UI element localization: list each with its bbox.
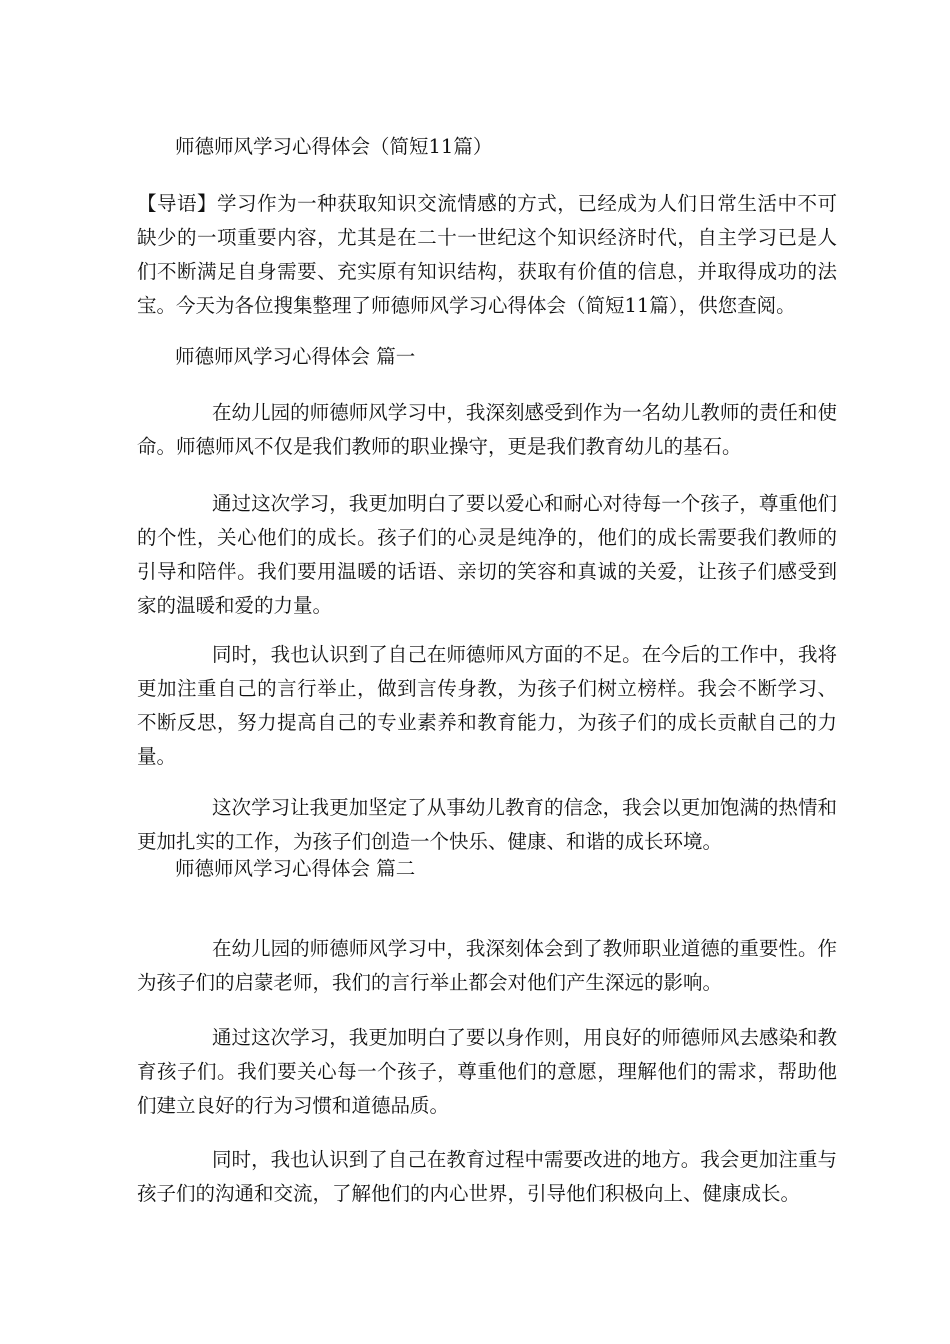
section-1-paragraph-4: 这次学习让我更加坚定了从事幼儿教育的信念，我会以更加饱满的热情和更加扎实的工作，为孩子们创造一个快乐、健康、和谐的成长环境。	[137, 796, 837, 853]
section-1-paragraph-3: 同时，我也认识到了自己在师德师风方面的不足。在今后的工作中，我将更加注重自己的言行举止，做到言传身教，为孩子们树立榜样。我会不断学习、不断反思，努力提高自己的专业素养和教育能力，为孩子们的成长贡献自己的力量。	[137, 643, 837, 768]
section-1-paragraph-1: 在幼儿园的师德师风学习中，我深刻感受到作为一名幼儿教师的责任和使命。师德师风不仅是我们教师的职业操守，更是我们教育幼儿的基石。	[137, 401, 837, 458]
section-heading-1: 师德师风学习心得体会 篇一	[175, 345, 416, 368]
section-2-paragraph-1: 在幼儿园的师德师风学习中，我深刻体会到了教师职业道德的重要性。作为孩子们的启蒙老师，我们的言行举止都会对他们产生深远的影响。	[137, 937, 837, 994]
intro-paragraph: 【导语】学习作为一种获取知识交流情感的方式，已经成为人们日常生活中不可缺少的一项重要内容，尤其是在二十一世纪这个知识经济时代，自主学习已是人们不断满足自身需要、充实原有知识结构，获取有价值的信息，并取得成功的法宝。今天为各位搜集整理了师德师风学习心得体会（简短11篇），供您查阅。	[137, 192, 837, 317]
section-2-paragraph-2: 通过这次学习，我更加明白了要以身作则，用良好的师德师风去感染和教育孩子们。我们要关心每一个孩子，尊重他们的意愿，理解他们的需求，帮助他们建立良好的行为习惯和道德品质。	[137, 1026, 837, 1117]
section-heading-2: 师德师风学习心得体会 篇二	[175, 857, 416, 880]
document-title: 师德师风学习心得体会（简短11篇）	[175, 135, 493, 158]
section-2-paragraph-3: 同时，我也认识到了自己在教育过程中需要改进的地方。我会更加注重与孩子们的沟通和交流，了解他们的内心世界，引导他们积极向上、健康成长。	[137, 1148, 837, 1205]
section-1-paragraph-2: 通过这次学习，我更加明白了要以爱心和耐心对待每一个孩子，尊重他们的个性，关心他们的成长。孩子们的心灵是纯净的，他们的成长需要我们教师的引导和陪伴。我们要用温暖的话语、亲切的笑容和真诚的关爱，让孩子们感受到家的温暖和爱的力量。	[137, 492, 837, 617]
